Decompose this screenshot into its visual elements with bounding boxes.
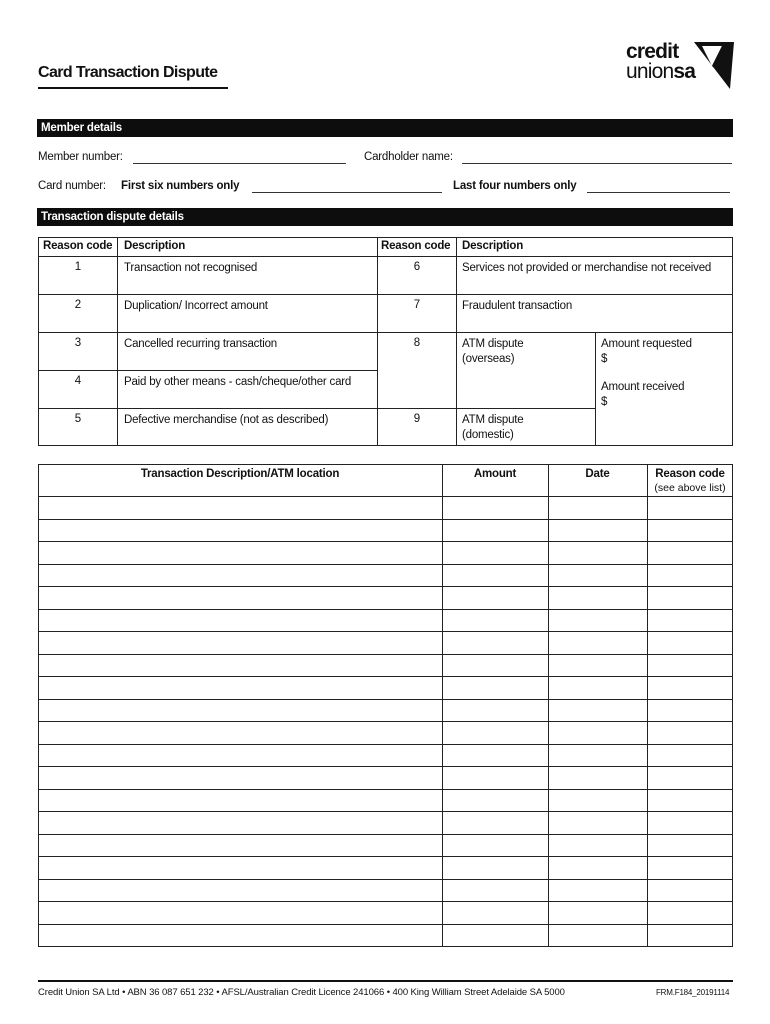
col-header-reason-code: Reason code <box>43 240 113 252</box>
table-cell[interactable] <box>549 857 647 879</box>
table-cell[interactable] <box>39 745 442 767</box>
table-cell[interactable] <box>648 857 732 879</box>
page-title: Card Transaction Dispute <box>38 64 218 81</box>
reason-code-table <box>38 237 733 446</box>
reason-code-5: 5 <box>74 413 82 425</box>
table-cell[interactable] <box>648 790 732 812</box>
table-cell[interactable] <box>648 610 732 632</box>
table-cell[interactable] <box>549 497 647 519</box>
row-divider <box>38 946 733 947</box>
table-cell[interactable] <box>549 902 647 924</box>
table-cell[interactable] <box>39 610 442 632</box>
reason-description-8-line2: (overseas) <box>462 353 515 365</box>
table-cell[interactable] <box>549 655 647 677</box>
col-header-reason-code-2: Reason code <box>381 240 451 252</box>
logo-triangle-icon <box>692 40 736 90</box>
reason-code-9: 9 <box>413 413 421 425</box>
reason-description-9-line2: (domestic) <box>462 429 514 441</box>
credit-union-sa-logo <box>624 40 736 90</box>
reason-code-3: 3 <box>74 337 82 349</box>
reason-description-9-line1: ATM dispute <box>462 414 524 426</box>
table-cell[interactable] <box>648 632 732 654</box>
form-code: FRM.F184_20191114 <box>656 988 730 997</box>
reason-code-8: 8 <box>413 337 421 349</box>
reason-code-4: 4 <box>74 375 82 387</box>
table-cell[interactable] <box>648 542 732 564</box>
col-header-description-2: Description <box>462 240 524 252</box>
table-cell[interactable] <box>39 520 442 542</box>
footer-text: Credit Union SA Ltd • ABN 36 087 651 232 • AFSL/Australian Credit Licence 241066 • 400 King William Street Adelaide SA 5000 <box>38 987 565 998</box>
row-divider <box>38 924 733 925</box>
reason-description-6: Services not provided or merchandise not received <box>462 262 712 274</box>
table-cell[interactable] <box>549 542 647 564</box>
table-cell[interactable] <box>648 880 732 902</box>
table-cell[interactable] <box>549 880 647 902</box>
dispute-details-section-bar: Transaction dispute details <box>37 208 733 226</box>
last-four-label: Last four numbers only <box>453 180 577 192</box>
table-cell[interactable] <box>443 655 548 677</box>
table-cell[interactable] <box>443 812 548 834</box>
table-cell[interactable] <box>443 902 548 924</box>
table-cell[interactable] <box>443 587 548 609</box>
table-cell[interactable] <box>549 565 647 587</box>
table-cell[interactable] <box>443 542 548 564</box>
table-cell[interactable] <box>39 632 442 654</box>
logo-word-unionsa: unionsa <box>626 60 696 83</box>
reason-description-7: Fraudulent transaction <box>462 300 573 312</box>
table-cell[interactable] <box>648 497 732 519</box>
table-cell[interactable] <box>443 835 548 857</box>
table-cell[interactable] <box>648 767 732 789</box>
member-details-section-bar: Member details <box>37 119 733 137</box>
reason-code-hint: (see above list) <box>654 482 726 494</box>
table-cell[interactable] <box>648 587 732 609</box>
table-cell[interactable] <box>648 520 732 542</box>
table-cell[interactable] <box>549 745 647 767</box>
table-cell[interactable] <box>39 677 442 699</box>
col-header-transaction-description: Transaction Description/ATM location <box>140 468 340 480</box>
table-cell[interactable] <box>648 902 732 924</box>
reason-description-4: Paid by other means - cash/cheque/other card <box>124 376 352 388</box>
amount-requested-label: Amount requested <box>601 338 692 350</box>
footer-rule <box>38 980 733 982</box>
table-cell[interactable] <box>549 632 647 654</box>
table-cell[interactable] <box>443 497 548 519</box>
member-number-label: Member number: <box>38 151 123 163</box>
reason-description-2: Duplication/ Incorrect amount <box>124 300 268 312</box>
table-cell[interactable] <box>39 497 442 519</box>
table-cell[interactable] <box>39 542 442 564</box>
table-cell[interactable] <box>648 722 732 744</box>
col-header-reason-code-txn: Reason code <box>655 468 725 480</box>
table-cell[interactable] <box>443 565 548 587</box>
table-cell[interactable] <box>549 700 647 722</box>
amount-received-field[interactable]: $ <box>601 396 608 408</box>
table-cell[interactable] <box>443 632 548 654</box>
last-four-field[interactable] <box>587 192 730 193</box>
table-cell[interactable] <box>443 880 548 902</box>
table-cell[interactable] <box>549 767 647 789</box>
table-cell[interactable] <box>39 902 442 924</box>
card-number-label: Card number: <box>38 180 106 192</box>
table-cell[interactable] <box>549 610 647 632</box>
table-cell[interactable] <box>648 655 732 677</box>
table-cell[interactable] <box>39 565 442 587</box>
logo-word-credit: credit <box>626 40 679 63</box>
table-cell[interactable] <box>39 722 442 744</box>
col-header-amount: Amount <box>473 468 517 480</box>
column-divider <box>732 464 733 947</box>
table-cell[interactable] <box>648 700 732 722</box>
table-cell[interactable] <box>39 587 442 609</box>
table-cell[interactable] <box>39 767 442 789</box>
first-six-field[interactable] <box>252 192 442 193</box>
cardholder-name-field[interactable] <box>462 163 732 164</box>
reason-code-1: 1 <box>74 261 82 273</box>
table-cell[interactable] <box>549 677 647 699</box>
col-header-date: Date <box>585 468 610 480</box>
table-cell[interactable] <box>443 857 548 879</box>
transactions-table <box>38 464 733 947</box>
table-cell[interactable] <box>443 610 548 632</box>
table-cell[interactable] <box>648 812 732 834</box>
member-number-field[interactable] <box>133 163 346 164</box>
col-header-description: Description <box>124 240 186 252</box>
table-cell[interactable] <box>443 677 548 699</box>
table-cell[interactable] <box>443 520 548 542</box>
amount-requested-field[interactable]: $ <box>601 353 608 365</box>
reason-description-1: Transaction not recognised <box>124 262 258 274</box>
first-six-label: First six numbers only <box>121 180 240 192</box>
table-cell[interactable] <box>648 565 732 587</box>
table-cell[interactable] <box>549 835 647 857</box>
table-cell[interactable] <box>443 700 548 722</box>
table-cell[interactable] <box>549 520 647 542</box>
reason-code-6: 6 <box>413 261 421 273</box>
table-cell[interactable] <box>443 745 548 767</box>
table-cell[interactable] <box>39 700 442 722</box>
table-cell[interactable] <box>549 790 647 812</box>
table-cell[interactable] <box>648 677 732 699</box>
table-cell[interactable] <box>39 812 442 834</box>
table-cell[interactable] <box>39 857 442 879</box>
reason-description-3: Cancelled recurring transaction <box>124 338 277 350</box>
table-cell[interactable] <box>443 722 548 744</box>
table-cell[interactable] <box>39 790 442 812</box>
cardholder-name-label: Cardholder name: <box>364 151 453 163</box>
table-cell[interactable] <box>549 587 647 609</box>
amount-received-label: Amount received <box>601 381 685 393</box>
table-cell[interactable] <box>443 767 548 789</box>
table-cell[interactable] <box>549 722 647 744</box>
table-cell[interactable] <box>39 655 442 677</box>
table-cell[interactable] <box>39 835 442 857</box>
table-cell[interactable] <box>648 835 732 857</box>
reason-code-7: 7 <box>413 299 421 311</box>
table-cell[interactable] <box>549 812 647 834</box>
table-border <box>38 464 733 465</box>
table-cell[interactable] <box>39 880 442 902</box>
reason-code-2: 2 <box>74 299 82 311</box>
table-cell[interactable] <box>443 790 548 812</box>
table-cell[interactable] <box>648 745 732 767</box>
reason-description-8-line1: ATM dispute <box>462 338 524 350</box>
reason-description-5: Defective merchandise (not as described) <box>124 414 329 426</box>
title-underline <box>38 87 228 89</box>
